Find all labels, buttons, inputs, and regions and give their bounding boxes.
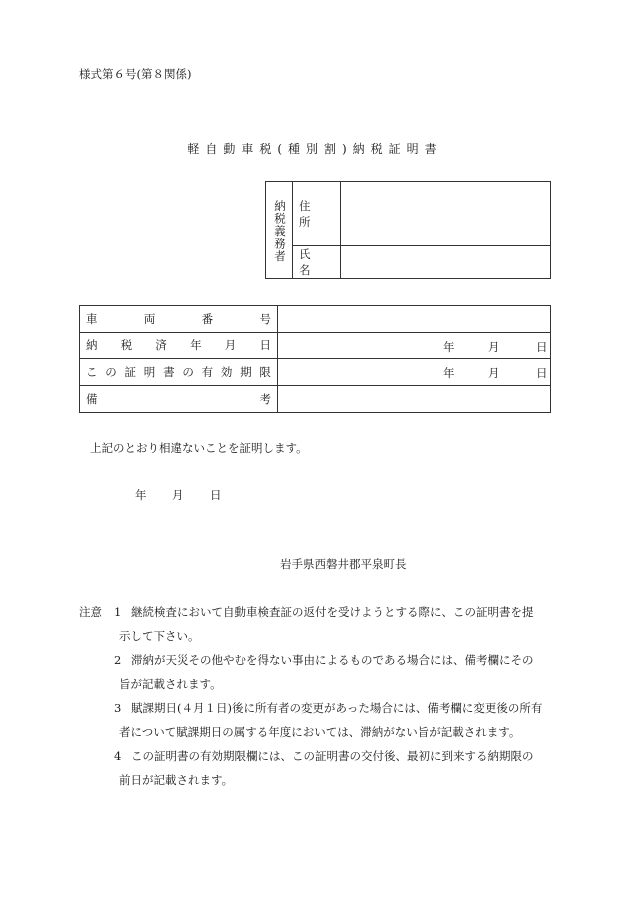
payment-date-label: 納 税 済 年 月 日 [80,333,278,359]
issue-date-day: 日 [210,488,222,502]
issue-date-year: 年 [135,488,147,502]
form-number: 様式第６号(第８関係) [79,67,192,81]
document-title: 軽自動車税(種別割)納税証明書 [187,142,443,156]
validity-period-label: こ の 証 明 書 の 有 効 期 限 [80,359,278,385]
note-item: 3 賦課期日(４月１日)後に所有者の変更があった場合には、備考欄に変更後の所有 者について賦課期日の属する年度においては、滞納がない旨が記載されます。 [114,701,543,739]
name-row [293,246,550,278]
notes-heading: 注意 [79,605,102,619]
note-item: 4 この証明書の有効期限欄には、この証明書の交付後、最初に到来する納期限の 前日が記載されます。 [114,749,534,787]
remarks-label: 備 考 [80,386,278,413]
address-row [293,182,550,246]
issuer-name: 岩手県西磐井郡平泉町長 [280,557,407,571]
taxpayer-vertical-label: 納税義務者 [273,200,287,263]
notes-section [79,600,559,792]
remarks-value[interactable] [278,386,550,413]
certification-statement: 上記のとおり相違ないことを証明します。 [90,441,308,455]
vehicle-number-label: 車 両 番 号 [80,306,278,332]
note-item: 注意 1 継続検査において自動車検査証の返付を受けようとする際に、この証明書を提 示して下さい。 [79,600,559,648]
name-label: 氏名 [293,246,341,278]
taxpayer-vertical-label-cell [266,182,293,278]
validity-period-value[interactable]: 年 月 日 [443,366,548,380]
table-row-remarks [80,386,550,413]
table-row-vehicle-number [80,306,550,333]
address-label: 住所 [293,182,341,245]
vehicle-number-value[interactable] [278,306,550,332]
taxpayer-box [265,181,551,279]
payment-date-value[interactable]: 年 月 日 [443,339,548,354]
table-row-validity-period [80,359,550,386]
note-item: 2 滞納が天災その他やむを得ない事由によるものである場合には、備考欄にその 旨が記載されます。 [114,653,534,691]
table-row-payment-date [80,333,550,360]
vehicle-info-table [79,305,551,413]
issue-date-month: 月 [172,488,184,502]
